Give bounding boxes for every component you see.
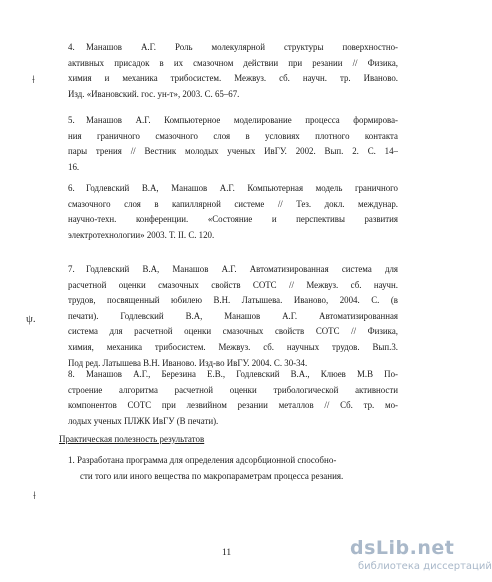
reference-item-6 [68, 181, 398, 243]
reference-line: Под ред. Латышева В.Н. Иваново. Изд-во ИвГУ. 2004. С. 30-34. [68, 357, 308, 368]
practical-item-1 [68, 452, 386, 484]
page-number: 11 [222, 548, 232, 558]
item-line: сти того или иного вещества по макропараметрам процесса резания. [80, 471, 344, 481]
reference-line: химия и механика трибосистем. Межвуз. сб. научн. тр. Иваново. [68, 73, 398, 84]
reference-line: пары трения // Вестник молодых ученых ИвГУ. 2002. Вып. 2. С. 14– [68, 146, 398, 157]
reference-line: система для расчетной оценки смазочных свойств СОТС // Физика, [68, 326, 398, 337]
item-number: 1. [68, 455, 75, 465]
reference-line: Манашов А.Г. Компьютерное моделирование процесса формирова- [86, 115, 398, 125]
reference-line: печати). Годлевский В.А, Манашов А.Г. Автоматизированная [68, 310, 398, 321]
reference-number: 7. [68, 264, 75, 274]
reference-line: Годлевский В.А, Манашов А.Г. Автоматизированная система для [86, 264, 398, 274]
reference-line: химия, механика трибосистем. Межвуз. сб. научных трудов. Вып.3. [68, 341, 398, 352]
reference-number: 6. [68, 183, 75, 193]
reference-line: смазочного слоя в капиллярной системе // Тез. докл. междунар. [68, 198, 398, 209]
reference-item-4 [68, 40, 398, 102]
section-heading: Практическая полезность результатов [59, 434, 205, 444]
reference-line: Годлевский В.А, Манашов А.Г. Компьютерная модель граничного [86, 183, 398, 193]
reference-line: активных присадок в их смазочном действии при резании // Физика, [68, 57, 398, 68]
reference-line: Изд. «Ивановский. гос. ун-т», 2003. С. 65–67. [68, 88, 240, 99]
margin-mark-icon: ⟊ [33, 490, 36, 502]
reference-line: ния граничного смазочного слоя в условиях плотного контакта [68, 130, 398, 141]
reference-line: Манашов А.Г. Роль молекулярной структуры поверхностно- [86, 42, 398, 52]
watermark-subtitle: библиотека диссертаций [358, 561, 492, 572]
reference-number: 8. [68, 369, 75, 379]
reference-line: трудов, посвященный юбилею В.Н. Латышева. Иваново, 2004. С. (в [68, 295, 398, 306]
reference-line: научно-техн. конференции. «Состояние и перспективы развития [68, 214, 398, 225]
watermark-logo [348, 537, 492, 577]
reference-line: строение алгоритма расчетной оценки трибологической активности [68, 384, 398, 395]
reference-line: компонентов СОТС при лезвийном резании металлов // Сб. тр. мо- [68, 400, 398, 411]
reference-line: лодых ученых ПЛЖК ИвГУ (В печати). [68, 415, 219, 426]
watermark-brand: dsLib.net [350, 537, 455, 559]
reference-item-7 [68, 262, 398, 371]
reference-number: 4. [68, 42, 75, 52]
reference-line: 16. [68, 161, 80, 172]
reference-item-8 [68, 367, 398, 429]
reference-item-5 [68, 113, 398, 175]
reference-line: расчетной оценки смазочных свойств СОТС // Межвуз. сб. научн. [68, 279, 398, 290]
reference-line: электротехнологии» 2003. Т. II. С. 120. [68, 229, 215, 240]
item-line: Разработана программа для определения адсорбционной способно- [77, 455, 337, 465]
margin-mark-icon: ⟊ [32, 74, 35, 86]
reference-line: Манашов А.Г., Березина Е.В., Годлевский В.А., Клюев М.В По- [86, 369, 398, 379]
reference-number: 5. [68, 115, 75, 125]
margin-mark-icon: ψ. [26, 313, 36, 325]
